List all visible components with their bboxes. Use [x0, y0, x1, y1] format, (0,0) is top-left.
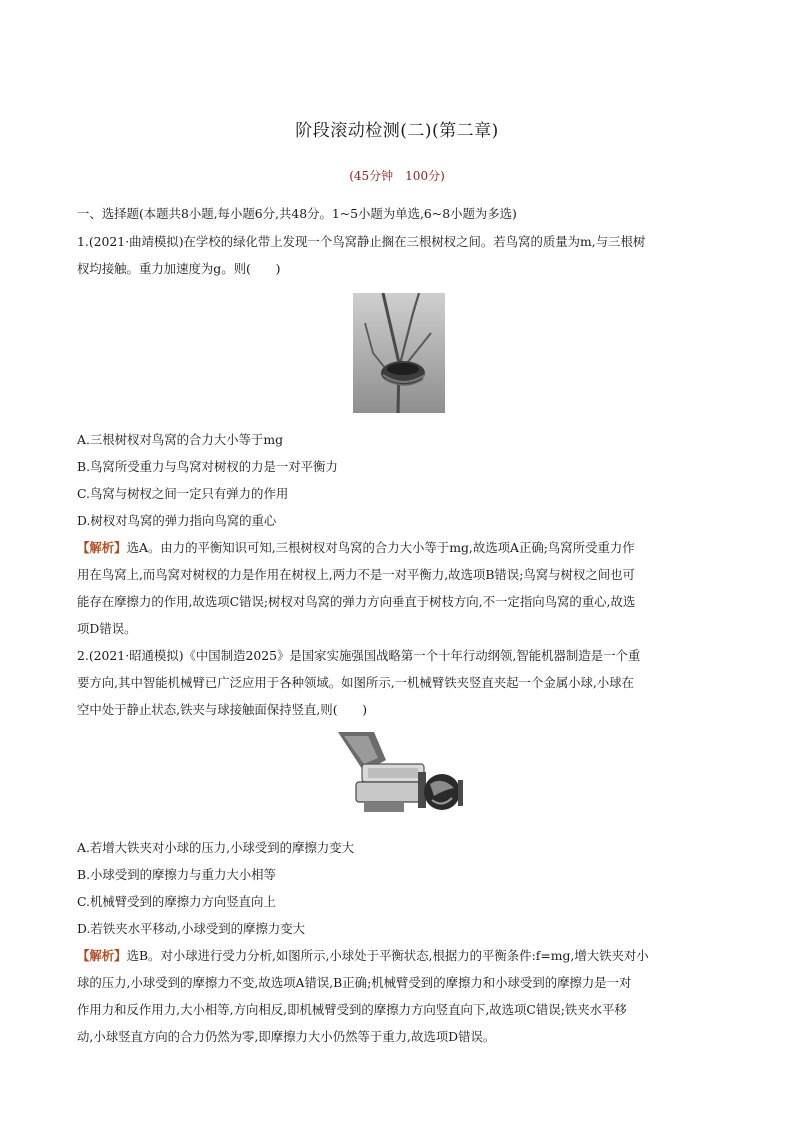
analysis-text: 选A。由力的平衡知识可知,三根树杈对鸟窝的合力大小等于mg,故选项A正确;鸟窝所受重力作 [126, 540, 635, 555]
question-2-analysis-line-2: 球的压力,小球受到的摩擦力不变,故选项A错误,B正确;机械臂受到的摩擦力和小球受到的摩擦力是一对 [77, 975, 632, 990]
question-2-stem-line-3: 空中处于静止状态,铁夹与球接触面保持竖直,则( ) [77, 702, 368, 717]
question-1-option-d: D.树杈对鸟窝的弹力指向鸟窝的重心 [77, 513, 277, 528]
question-1-option-b: B.鸟窝所受重力与鸟窝对树杈的力是一对平衡力 [77, 459, 338, 474]
question-1-analysis-line-4: 项D错误。 [77, 621, 137, 636]
analysis-tag: 【解析】 [77, 540, 127, 555]
question-2-option-a: A.若增大铁夹对小球的压力,小球受到的摩擦力变大 [77, 840, 355, 855]
question-1-option-a: A.三根树杈对鸟窝的合力大小等于mg [77, 432, 284, 447]
page-title: 阶段滚动检测(二)(第二章) [295, 121, 499, 141]
question-2-analysis-line-4: 动,小球竖直方向的合力仍然为零,即摩擦力大小仍然等于重力,故选项D错误。 [77, 1029, 496, 1044]
section-heading: 一、选择题(本题共8小题,每小题6分,共48分。1~5小题为单选,6~8小题为多选) [77, 206, 517, 221]
exam-info: (45分钟 100分) [349, 169, 445, 183]
question-1-option-c: C.鸟窝与树杈之间一定只有弹力的作用 [77, 486, 289, 501]
question-1-analysis-line-2: 用在鸟窝上,而鸟窝对树杈的力是作用在树杈上,两力不是一对平衡力,故选项B错误;鸟窝与树杈之间也可 [77, 567, 635, 582]
question-1-stem-line-2: 杈均接触。重力加速度为g。则( ) [77, 261, 281, 276]
question-1-analysis-line-1 [77, 540, 727, 556]
question-2-option-d: D.若铁夹水平移动,小球受到的摩擦力变大 [77, 921, 306, 936]
analysis-text: 选B。对小球进行受力分析,如图所示,小球处于平衡状态,根据力的平衡条件:f=mg,增大铁夹对小 [126, 948, 649, 963]
question-2-option-b: B.小球受到的摩擦力与重力大小相等 [77, 867, 276, 882]
question-1-stem-line-1: 1.(2021·曲靖模拟)在学校的绿化带上发现一个鸟窝静止搁在三根树杈之间。若鸟窝的质量为m,与三根树 [77, 234, 646, 249]
question-2-stem-line-2: 要方向,其中智能机械臂已广泛应用于各种领域。如图所示,一机械臂铁夹竖直夹起一个金属小球,小球在 [77, 675, 635, 690]
question-2-analysis-line-3: 作用力和反作用力,大小相等,方向相反,即机械臂受到的摩擦力方向竖直向下,故选项C错误;铁夹水平移 [77, 1002, 627, 1017]
question-2-analysis-line-1 [77, 948, 727, 964]
question-1-analysis-line-3: 能存在摩擦力的作用,故选项C错误;树杈对鸟窝的弹力方向垂直于树枝方向,不一定指向鸟窝的重心,故选 [77, 594, 636, 609]
question-2-option-c: C.机械臂受到的摩擦力方向竖直向上 [77, 894, 276, 909]
question-2-stem-line-1: 2.(2021·昭通模拟)《中国制造2025》是国家实施强国战略第一个十年行动纲领,智能机器制造是一个重 [77, 648, 641, 663]
robot-arm-photo [334, 730, 464, 822]
bird-nest-photo [353, 293, 445, 413]
analysis-tag: 【解析】 [77, 948, 127, 963]
